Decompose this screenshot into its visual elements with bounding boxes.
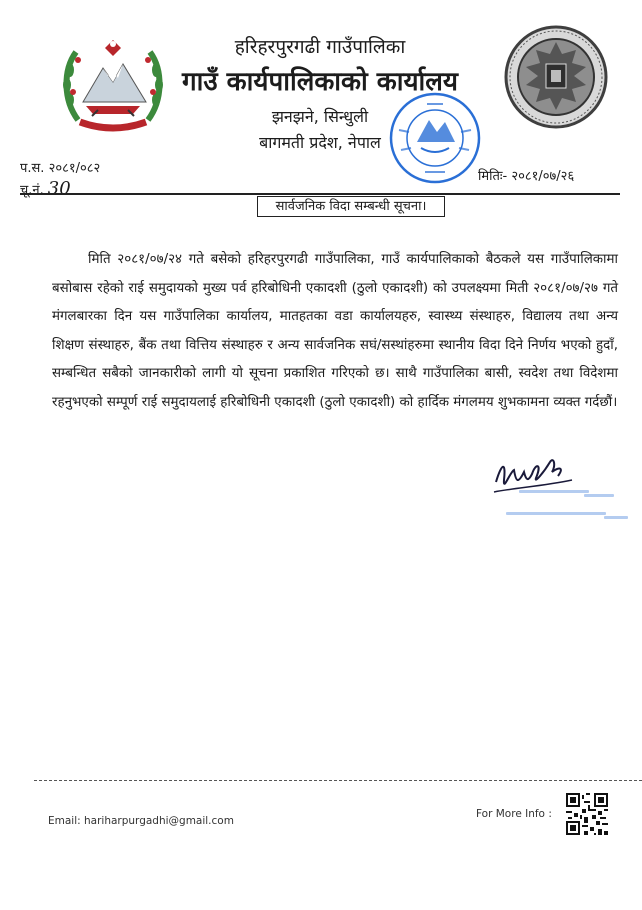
- notice-body: [52, 246, 618, 417]
- dispatch-number: [20, 178, 71, 199]
- notice-body-text: मिति २०८१/०७/२४ गते बसेको हरिहरपुरगढी गाउँपालिका, गाउँ कार्यपालिकाको बैठकले यस गाउँपालिकामा बसोबास रहेको राई समुदायको मुख्य पर्व हरिबोधिनी एकादशी (ठुलो एकादशी) को उपलक्ष्यमा मिती २०८१/०७/२७ गते मंगलबारका दिन यस गाउँपालिका कार्यालय, मातहतका वडा कार्यालयहरु, स्वास्थ्य संस्थाहरु, विद्यालय तथा अन्य शिक्षण संस्थाहरु, बैंक तथा वित्तिय संस्थाहरु र अन्य सार्वजनिक सघं/सस्थांहरुमा स्थानीय विदा दिने निर्णय भएको हुदाँ, सम्बन्धित सबैको जानकारीको लागी यो सूचना प्रकाशित गरिएको छ। साथै गाउँपालिका बासी, स्वदेश तथा विदेशमा रहनुभएको सम्पूर्ण राई समुदायलाई हरिबोधिनी एकादशी (ठुलो एकादशी) को हार्दिक मंगलमय शुभकामना व्यक्त गर्दछौं।: [52, 252, 618, 410]
- dispatch-value: 30: [47, 178, 71, 199]
- footer-email: Email: hariharpurgadhi@gmail.com: [48, 815, 234, 827]
- letter-date: मितिः- २०८१/०७/२६: [478, 169, 575, 184]
- qr-code: [566, 793, 608, 835]
- signature: [484, 432, 634, 542]
- office-stamp: [387, 90, 483, 186]
- nepal-emblem-logo: [58, 30, 168, 142]
- municipality-seal: [502, 22, 610, 132]
- subject-title: सार्वजनिक विदा सम्बन्धी सूचना।: [257, 196, 445, 217]
- address-line-1: झनझने, सिन्धुली: [271, 107, 369, 126]
- footer-more-info: For More Info :: [476, 808, 552, 820]
- office-title: गाउँ कार्यपालिकाको कार्यालय: [182, 67, 458, 97]
- address-line-2: बागमती प्रदेश, नेपाल: [259, 133, 381, 152]
- org-name: हरिहरपुरगढी गाउँपालिका: [234, 36, 406, 58]
- reference-number: प.स. २०८१/०८२: [20, 161, 101, 176]
- header-divider: [20, 193, 620, 195]
- footer-divider: [34, 780, 642, 781]
- dispatch-label: चू.नं.: [20, 183, 44, 198]
